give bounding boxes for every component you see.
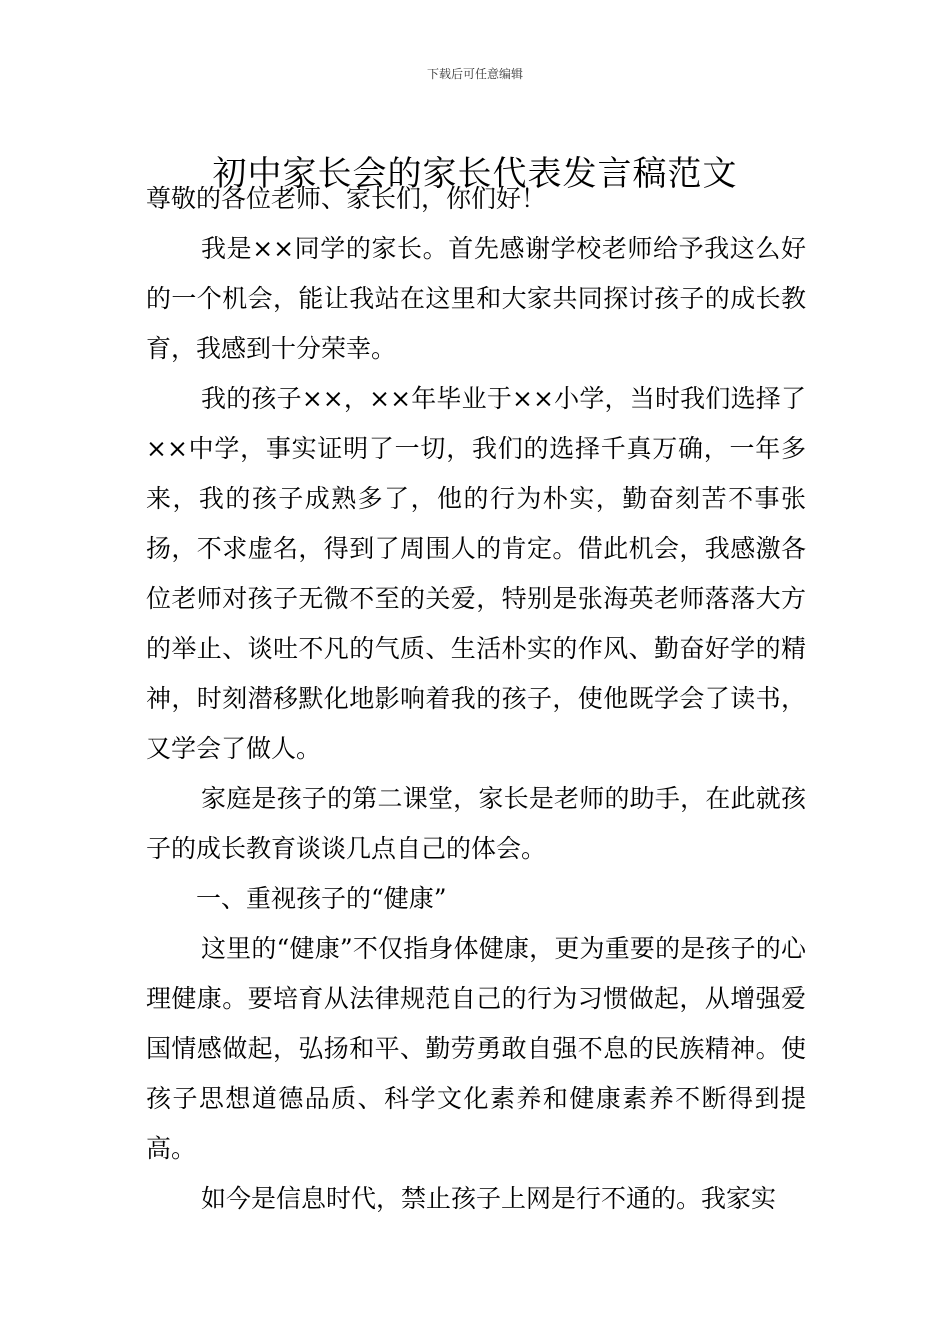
body-paragraph: 家庭是孩子的第二课堂，家长是老师的助手，在此就孩子的成长教育谈谈几点自己的体会。 xyxy=(146,784,806,863)
salutation-paragraph: 尊敬的各位老师、家长们，你们好！ xyxy=(146,184,547,213)
header-note: 下载后可任意编辑 xyxy=(426,67,523,81)
document-body xyxy=(146,174,806,1224)
section-heading: 一、重视孩子的“健康” xyxy=(196,884,447,913)
body-paragraph: 如今是信息时代，禁止孩子上网是行不通的。我家实 xyxy=(201,1184,777,1213)
document-title: 初中家长会的家长代表发言稿范文 xyxy=(212,153,738,194)
body-paragraph: 我的孩子××，××年毕业于××小学，当时我们选择了××中学，事实证明了一切，我们的选择千真万确，一年多来，我的孩子成熟多了，他的行为朴实，勤奋刻苦不事张扬，不求虚名，得到了周围人的肯定。借此机会，我感激各位老师对孩子无微不至的关爱，特别是张海英老师落落大方的举止、谈吐不凡的气质、生活朴实的作风、勤奋好学的精神，时刻潜移默化地影响着我的孩子，使他既学会了读书，又学会了做人。 xyxy=(146,384,806,763)
body-paragraph: 我是××同学的家长。首先感谢学校老师给予我这么好的一个机会，能让我站在这里和大家共同探讨孩子的成长教育，我感到十分荣幸。 xyxy=(146,234,806,363)
body-paragraph: 这里的“健康”不仅指身体健康，更为重要的是孩子的心理健康。要培育从法律规范自己的行为习惯做起，从增强爱国情感做起，弘扬和平、勤劳勇敢自强不息的民族精神。使孩子思想道德品质、科学文化素养和健康素养不断得到提高。 xyxy=(146,934,806,1163)
